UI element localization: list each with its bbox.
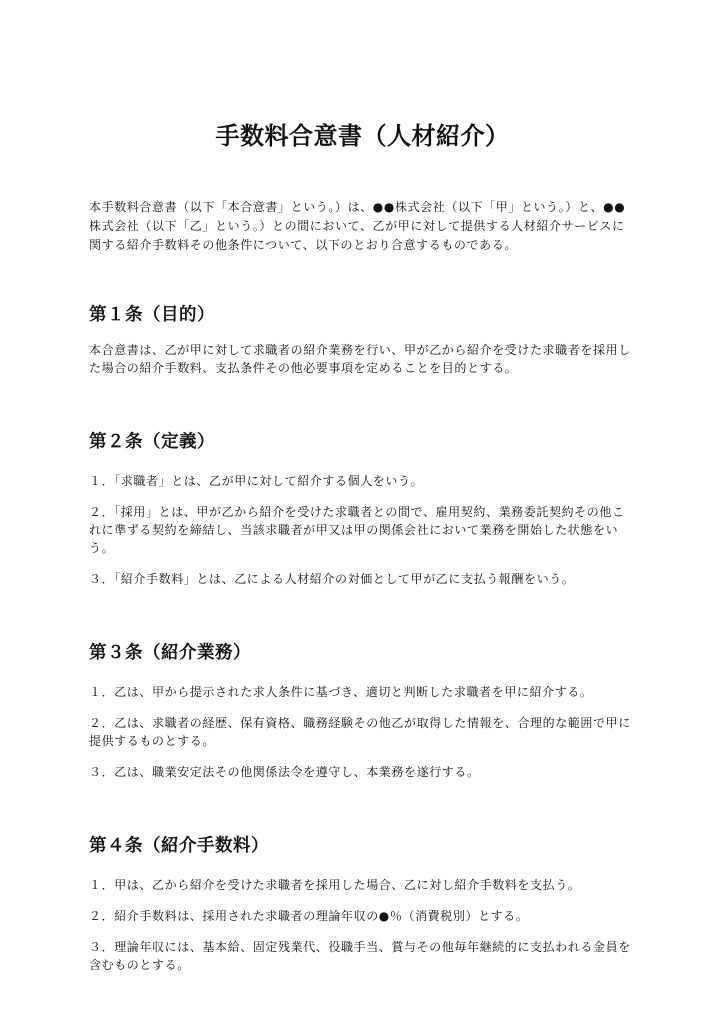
article-3-clause-2: ２．乙は、求職者の経歴、保有資格、職務経験その他乙が取得した情報を、合理的な範囲で甲に提供するものとする。 [89,716,631,748]
article-3-clause-1: １．乙は、甲から提示された求人条件に基づき、適切と判断した求職者を甲に紹介する。 [89,685,593,699]
article-4-clause-3: ３．理論年収には、基本給、固定残業代、役職手当、賞与その他毎年継続的に支払われる金員を含むものとする。 [89,940,631,972]
article-1-heading: 第１条（目的） [89,305,215,325]
article-2 [89,430,636,588]
article-2-heading: 第２条（定義） [89,432,215,452]
article-3-clause-3: ３．乙は、職業安定法その他関係法令を遵守し、本業務を遂行する。 [89,765,480,779]
article-4-heading: 第４条（紹介手数料） [89,836,269,856]
document-title: 手数料合意書（人材紹介） [215,122,510,150]
article-3-clauses [89,683,636,781]
article-2-clause-3: ３．「紹介手数料」とは、乙による人材紹介の対価として甲が乙に支払う報酬をいう。 [89,572,575,586]
intro-paragraph: 本手数料合意書（以下「本合意書」という。）は、●●株式会社（以下「甲」という。）と、●●株式会社（以下「乙」という。）との間において、乙が甲に対して提供する人材紹介サービスに関する紹介手数料その他条件について、以下のとおり合意するものである。 [89,200,626,252]
article-2-clause-1: １．「求職者」とは、乙が甲に対して紹介する個人をいう。 [89,474,424,488]
article-2-clause-2: ２．「採用」とは、甲が乙から紹介を受けた求職者との間で、雇用契約、業務委託契約その他これに準ずる契約を締結し、当該求職者が甲又は甲の関係会社において業務を開始した状態をいう。 [89,505,625,555]
article-2-clauses [89,472,636,588]
article-3-heading: 第３条（紹介業務） [89,643,251,663]
article-4-clauses [89,876,636,974]
article-3 [89,641,636,781]
article-4-clause-2: ２．紹介手数料は、採用された求職者の理論年収の●％（消費税別）とする。 [89,909,529,923]
article-1 [89,303,636,377]
article-1-body: 本合意書は、乙が甲に対して求職者の紹介業務を行い、甲が乙から紹介を受けた求職者を採用した場合の紹介手数料、支払条件その他必要事項を定めることを目的とする。 [89,343,631,375]
article-4 [89,834,636,974]
article-4-clause-1: １．甲は、乙から紹介を受けた求職者を採用した場合、乙に対し紹介手数料を支払う。 [89,878,581,892]
